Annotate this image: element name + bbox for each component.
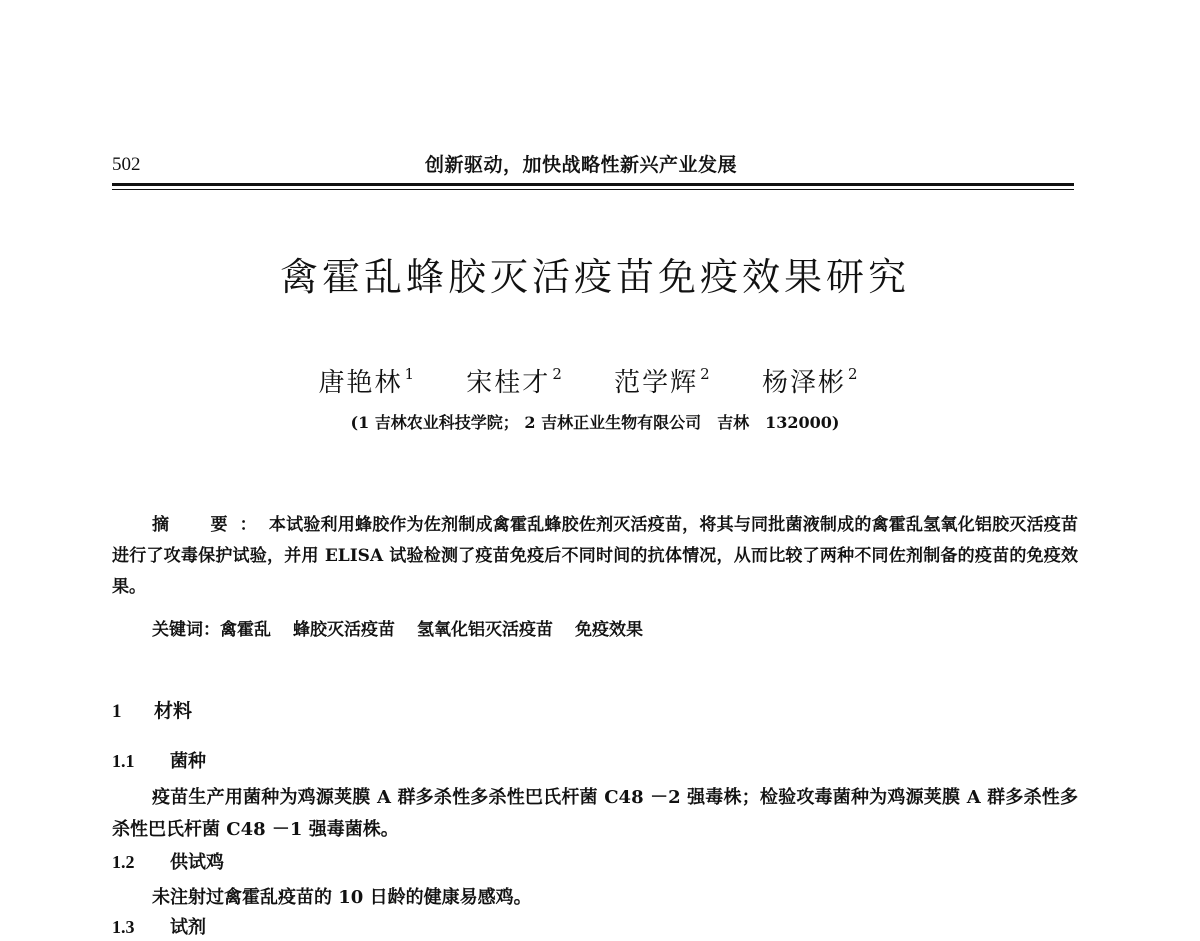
author-affiliation-mark: 1 (404, 365, 417, 383)
keyword: 氢氧化铝灭活疫苗 (417, 620, 553, 640)
keywords-label: 关键词： (152, 620, 220, 640)
author (614, 357, 712, 400)
subsection-heading-strain (112, 748, 206, 775)
keywords (152, 615, 665, 645)
author (466, 357, 564, 400)
author (762, 357, 860, 400)
subsection-number: 1.3 (112, 917, 135, 937)
subsection-number: 1.2 (112, 852, 135, 872)
subsection-heading-test-chickens (112, 849, 224, 876)
keyword: 禽霍乱 (220, 620, 271, 640)
author-name: 宋桂才 (466, 368, 551, 398)
section-title: 材料 (154, 700, 193, 722)
author-name: 唐艳林 (318, 368, 403, 398)
author-name: 杨泽彬 (761, 368, 846, 398)
strain-paragraph: 疫苗生产用菌种为鸡源荚膜 A 群多杀性多杀性巴氏杆菌 C48 －2 强毒株；检验攻毒菌种为鸡源荚膜 A 群多杀性多杀性巴氏杆菌 C48 －1 强毒菌株。 (112, 787, 1078, 840)
running-header (112, 152, 1074, 178)
author-affiliation-mark: 2 (700, 365, 712, 383)
abstract-paragraph (112, 510, 1078, 603)
running-header-title: 创新驱动，加快战略性新兴产业发展 (425, 154, 738, 176)
section-heading-materials (112, 697, 192, 726)
page-number: 502 (112, 154, 141, 175)
author-affiliation-mark: 2 (552, 365, 564, 383)
header-rule-thick (112, 183, 1074, 186)
keyword: 蜂胶灭活疫苗 (293, 620, 395, 640)
author-affiliation-mark: 2 (847, 365, 860, 383)
subsection-title: 供试鸡 (170, 852, 224, 873)
subsection-heading-reagents (112, 914, 206, 941)
keyword: 免疫效果 (575, 620, 643, 640)
subsection-title: 菌种 (170, 751, 206, 772)
abstract (112, 510, 1078, 603)
paper-title: 禽霍乱蜂胶灭活疫苗免疫效果研究 (279, 255, 910, 299)
header-rule-thin (112, 189, 1074, 190)
abstract-label: 摘 要： (152, 515, 269, 535)
abstract-text: 本试验利用蜂胶作为佐剂制成禽霍乱蜂胶佐剂灭活疫苗，将其与同批菌液制成的禽霍乱氢氧化铝胶灭活疫苗进行了攻毒保护试验，并用 ELISA 试验检测了疫苗免疫后不同时间的抗体情况，从而比较了两种不同佐剂制备的疫苗的免疫效果。 (112, 515, 1079, 597)
section-number: 1 (112, 701, 122, 722)
author-list (0, 357, 1178, 400)
subsection-title: 试剂 (170, 917, 206, 938)
affiliation-line: (1 吉林农业科技学院； 2 吉林正业生物有限公司 吉林 132000) (350, 413, 840, 432)
subsection-number: 1.1 (112, 751, 135, 771)
test-chickens-paragraph: 未注射过禽霍乱疫苗的 10 日龄的健康易感鸡。 (152, 887, 532, 908)
author (318, 357, 416, 400)
author-name: 范学辉 (614, 368, 699, 398)
